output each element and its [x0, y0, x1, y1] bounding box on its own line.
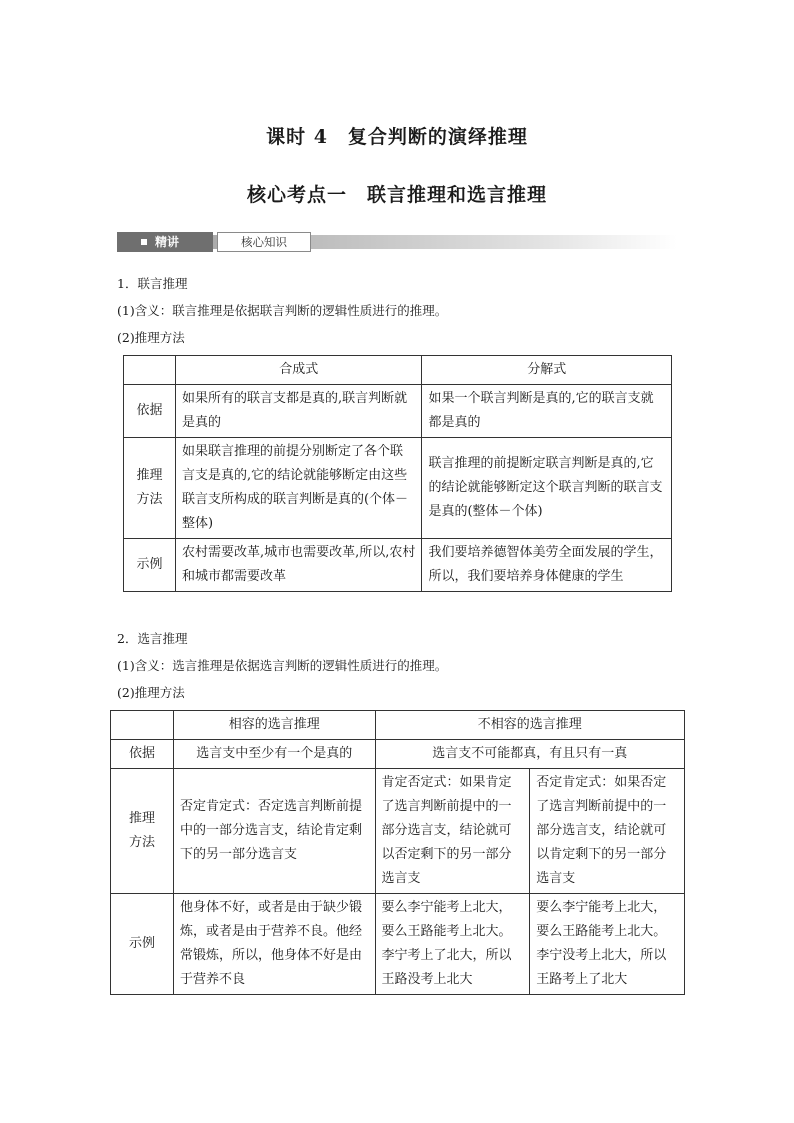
row-label: 示例 — [111, 894, 174, 995]
table-cell: 否定肯定式：如果否定了选言判断前提中的一部分选言支，结论就可以肯定剩下的另一部分选言支 — [530, 769, 685, 894]
lesson-title: 课时 4 复合判断的演绎推理 — [266, 126, 528, 148]
table-row — [124, 385, 672, 438]
square-icon — [141, 239, 147, 245]
table-cell: 选言支中至少有一个是真的 — [173, 740, 375, 769]
table-cell: 要么李宁能考上北大，要么王路能考上北大。李宁考上了北大，所以王路没考上北大 — [375, 894, 530, 995]
table-cell: 否定肯定式：否定选言判断前提中的一部分选言支，结论肯定剩下的另一部分选言支 — [173, 769, 375, 894]
table-header-row — [124, 356, 672, 385]
table-header-cell — [111, 711, 174, 740]
disjunctive-inference-table — [110, 710, 685, 995]
section1-definition: (1)含义：联言推理是依据联言判断的逻辑性质进行的推理。 — [117, 303, 448, 318]
row-label: 推理方法 — [124, 438, 176, 539]
banner-label-text: 精讲 — [155, 235, 180, 249]
table-header-row — [111, 711, 685, 740]
table-header-cell: 分解式 — [422, 356, 672, 385]
row-label: 依据 — [111, 740, 174, 769]
section2-definition: (1)含义：选言推理是依据选言判断的逻辑性质进行的推理。 — [117, 658, 448, 673]
table-row — [124, 539, 672, 592]
table-cell: 肯定否定式：如果肯定了选言判断前提中的一部分选言支，结论就可以否定剩下的另一部分选言支 — [375, 769, 530, 894]
table-cell: 农村需要改革,城市也需要改革,所以,农村和城市都需要改革 — [175, 539, 422, 592]
section-title: 核心考点一 联言推理和选言推理 — [246, 184, 547, 206]
table-header-cell: 合成式 — [175, 356, 422, 385]
table-header-cell — [124, 356, 176, 385]
table-cell: 我们要培养德智体美劳全面发展的学生，所以，我们要培养身体健康的学生 — [422, 539, 672, 592]
row-label: 示例 — [124, 539, 176, 592]
section2-method-heading: (2)推理方法 — [117, 685, 185, 700]
table-row — [111, 894, 685, 995]
section2-heading: 2．选言推理 — [117, 631, 188, 646]
section1-heading: 1．联言推理 — [117, 276, 188, 291]
table-header-cell: 相容的选言推理 — [173, 711, 375, 740]
table-row — [111, 740, 685, 769]
table-cell: 选言支不可能都真，有且只有一真 — [375, 740, 684, 769]
table-row — [111, 769, 685, 894]
banner-label — [117, 232, 213, 252]
row-label: 推理方法 — [111, 769, 174, 894]
table-cell: 他身体不好，或者是由于缺少锻炼，或者是由于营养不良。他经常锻炼，所以，他身体不好是由于营养不良 — [173, 894, 375, 995]
banner-tab: 核心知识 — [217, 232, 311, 252]
row-label: 依据 — [124, 385, 176, 438]
banner — [117, 232, 677, 252]
conjunctive-inference-table — [123, 355, 672, 592]
table-cell: 要么李宁能考上北大，要么王路能考上北大。李宁没考上北大，所以王路考上了北大 — [530, 894, 685, 995]
table-row — [124, 438, 672, 539]
section1-method-heading: (2)推理方法 — [117, 330, 185, 345]
table-cell: 如果所有的联言支都是真的,联言判断就是真的 — [175, 385, 422, 438]
table-cell: 如果一个联言判断是真的,它的联言支就都是真的 — [422, 385, 672, 438]
table-cell: 联言推理的前提断定联言判断是真的,它的结论就能够断定这个联言判断的联言支是真的(整体－个体) — [422, 438, 672, 539]
table-cell: 如果联言推理的前提分别断定了各个联言支是真的,它的结论就能够断定由这些联言支所构成的联言判断是真的(个体－整体) — [175, 438, 422, 539]
table-header-cell: 不相容的选言推理 — [375, 711, 684, 740]
